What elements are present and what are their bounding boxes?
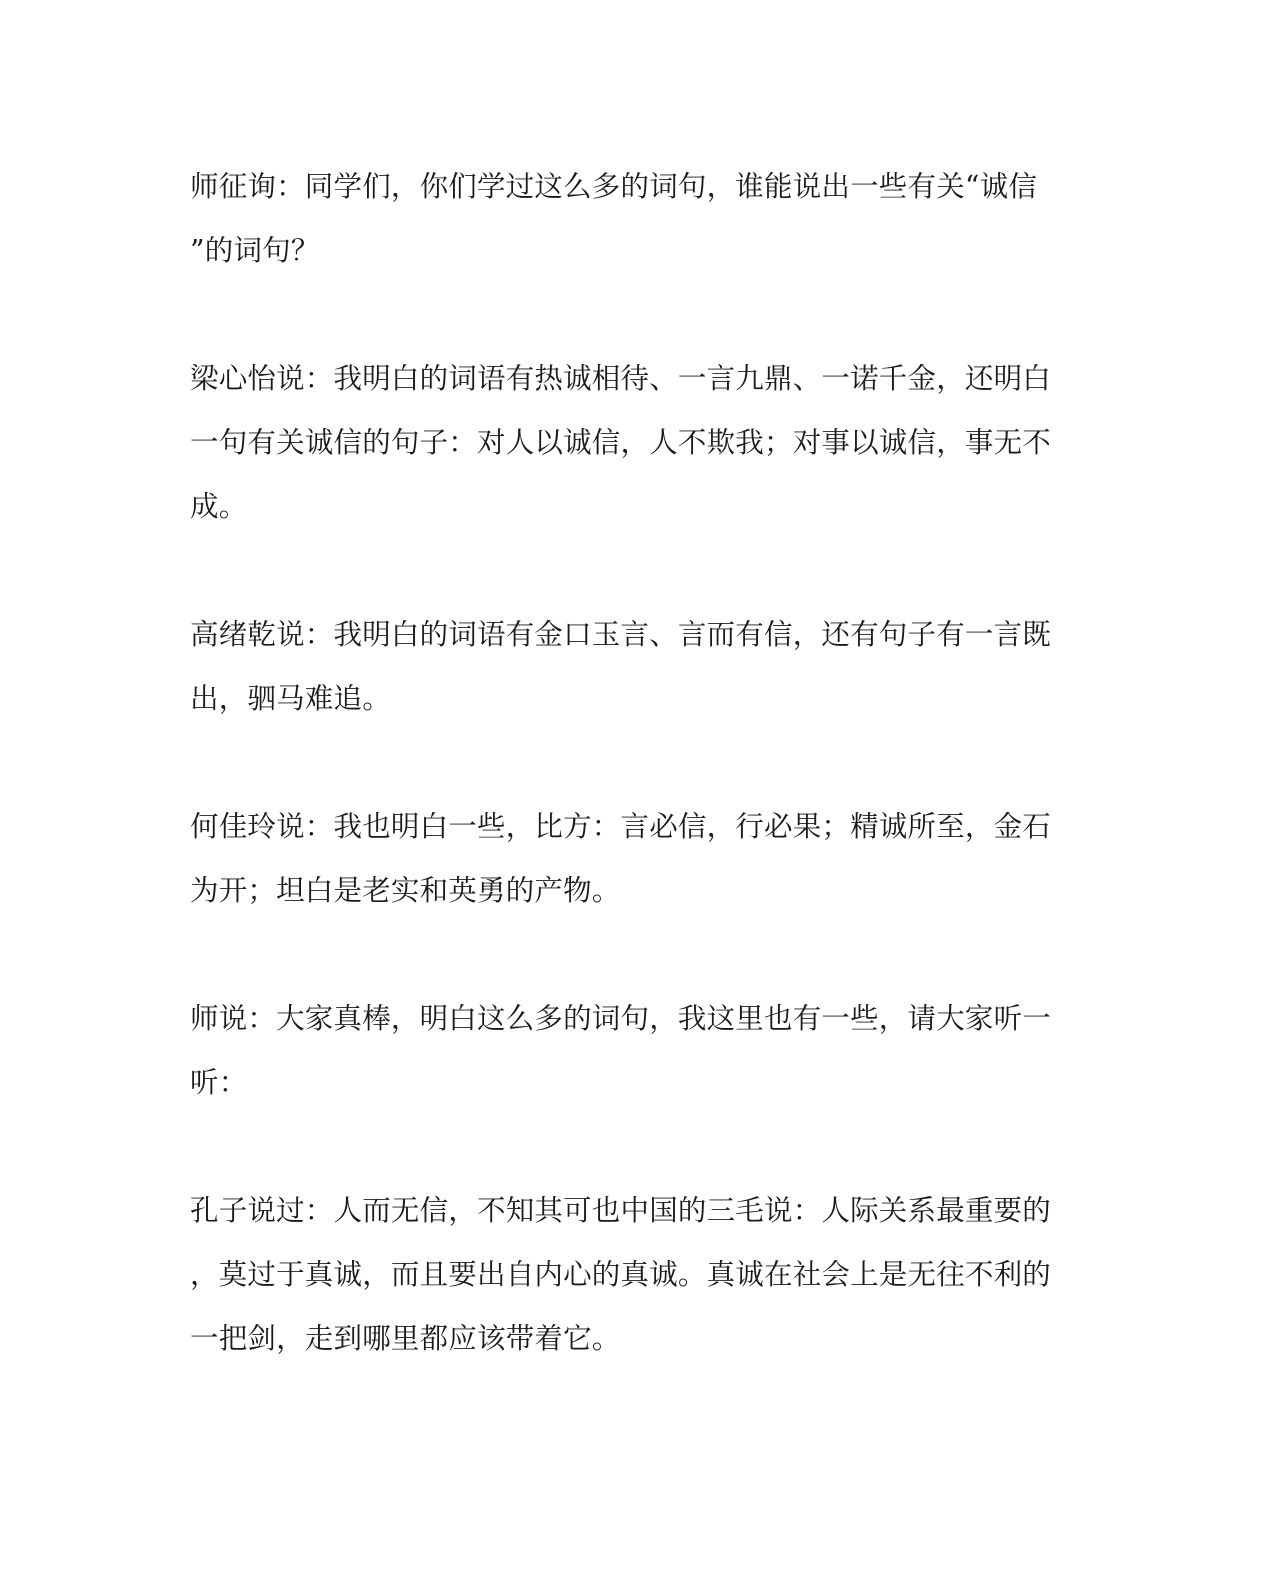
paragraph-teacher-question (190, 155, 1050, 283)
text-line: 一句有关诚信的句子：对人以诚信，人不欺我；对事以诚信，事无不 (190, 426, 1052, 459)
text-line: ”的词句？ (190, 234, 320, 267)
document-body (190, 155, 1050, 1435)
text-line: 师征询：同学们，你们学过这么多的词句，谁能说出一些有关“诚信 (190, 170, 1038, 203)
text-line: 孔子说过：人而无信，不知其可也中国的三毛说：人际关系最重要的 (190, 1194, 1052, 1227)
paragraph-quotes (190, 1179, 1050, 1371)
paragraph-he-jialing (190, 795, 1050, 923)
paragraph-gao-xuqian (190, 603, 1050, 731)
text-line: 何佳玲说：我也明白一些，比方：言必信，行必果；精诚所至，金石 (190, 810, 1052, 843)
text-line: 一把剑，走到哪里都应该带着它。 (190, 1322, 621, 1355)
text-line: 听： (190, 1066, 248, 1099)
text-line: 成。 (190, 490, 248, 523)
text-line: 师说：大家真棒，明白这么多的词句，我这里也有一些，请大家听一 (190, 1002, 1052, 1035)
text-line: ，莫过于真诚，而且要出自内心的真诚。真诚在社会上是无往不利的 (190, 1258, 1052, 1291)
text-line: 为开；坦白是老实和英勇的产物。 (190, 874, 621, 907)
text-line: 梁心怡说：我明白的词语有热诚相待、一言九鼎、一诺千金，还明白 (190, 362, 1052, 395)
text-line: 出，驷马难追。 (190, 682, 391, 715)
text-line: 高绪乾说：我明白的词语有金口玉言、言而有信，还有句子有一言既 (190, 618, 1052, 651)
paragraph-teacher-praise (190, 987, 1050, 1115)
paragraph-liang-xinyi (190, 347, 1050, 539)
